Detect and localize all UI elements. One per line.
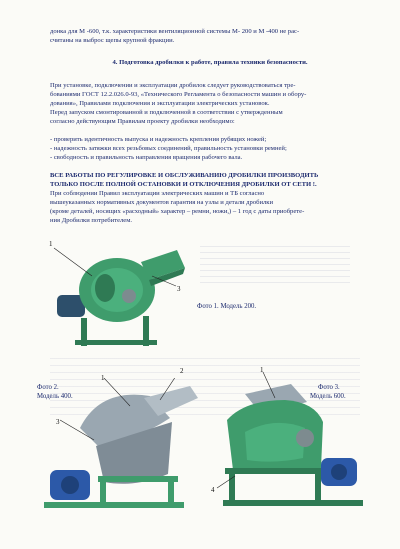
intro-line-2: считаны на выброс щепы крупной фракции.: [50, 37, 175, 44]
marker-3-photo1: 3: [177, 285, 181, 293]
bleed-through-text: [200, 246, 350, 286]
check-item-3: - свободность и правильность направления вращения рабочего вала.: [50, 154, 243, 161]
photo-model-600: [205, 372, 365, 512]
caption-photo2-line2: Модель 400.: [37, 393, 73, 400]
caption-photo2-line1: Фото 2.: [37, 384, 59, 391]
section-4-para1-line1: При установке, подключении и эксплуатации дробилок следует руководствоваться тре-: [50, 82, 296, 89]
caption-photo3-line1: Фото 3.: [318, 384, 340, 391]
marker-4-photo3: 4: [211, 486, 215, 494]
marker-2-photo2: 2: [180, 367, 184, 375]
section-4-para1-line3: дования», Правилами подключения и эксплуатации электрических установок.: [50, 100, 270, 107]
marker-1-photo1: 1: [49, 240, 53, 248]
intro-line-1: донка для М -600, т.к. характеристики вентиляционной системы М- 200 и М -400 не рас-: [50, 28, 300, 35]
warranty-line4: ния Дробилки потребителем.: [50, 217, 133, 224]
photo-model-400: [40, 378, 205, 518]
warranty-line3: (кроме деталей, носящих «расходный» характер – ремни, ножи,) – 1 год с даты приобрете-: [50, 208, 305, 215]
caption-photo3-line2: Модель 600.: [310, 393, 346, 400]
caption-photo1: Фото 1. Модель 200.: [197, 303, 257, 310]
section-4-para1-line2: бованиями ГОСТ 12.2.026.0-93, «Технического Регламента о безопасности машин и обору-: [50, 91, 307, 98]
marker-1-photo3: 1: [260, 366, 264, 374]
marker-3-photo2: 3: [56, 418, 60, 426]
warranty-line1: При соблюдении Правил эксплуатации электрических машин и ТБ согласно: [50, 190, 265, 197]
leader-lines-photo1: [52, 246, 192, 291]
safety-warning-line2: ТОЛЬКО ПОСЛЕ ПОЛНОЙ ОСТАНОВКИ И ОТКЛЮЧЕНИЯ ДРОБИЛКИ ОТ СЕТИ !.: [50, 181, 317, 188]
section-4-title: 4. Подготовка дробилки к работе, правила техники безопасности.: [112, 59, 308, 66]
warranty-line2: вышеуказанных нормативных документов гарантия на узлы и детали дробилки: [50, 199, 274, 206]
check-item-1: - проверить идентичность выпуска и надежность крепления рубящих ножей;: [50, 136, 267, 143]
check-item-2: - надежность затяжки всех резьбовых соединений, правильность установки ремней;: [50, 145, 287, 152]
marker-1-photo2: 1: [101, 374, 105, 382]
section-4-para2-line1: Перед запуском смонтированной и подключенной в соответствии с утвержденным: [50, 109, 283, 116]
safety-warning-line1: ВСЕ РАБОТЫ ПО РЕГУЛИРОВКЕ И ОБСЛУЖИВАНИЮ ДРОБИЛКИ ПРОИЗВОДИТЬ: [50, 172, 319, 179]
section-4-para2-line2: согласно действующим Правилам проекту дробилки необходимо:: [50, 118, 235, 125]
